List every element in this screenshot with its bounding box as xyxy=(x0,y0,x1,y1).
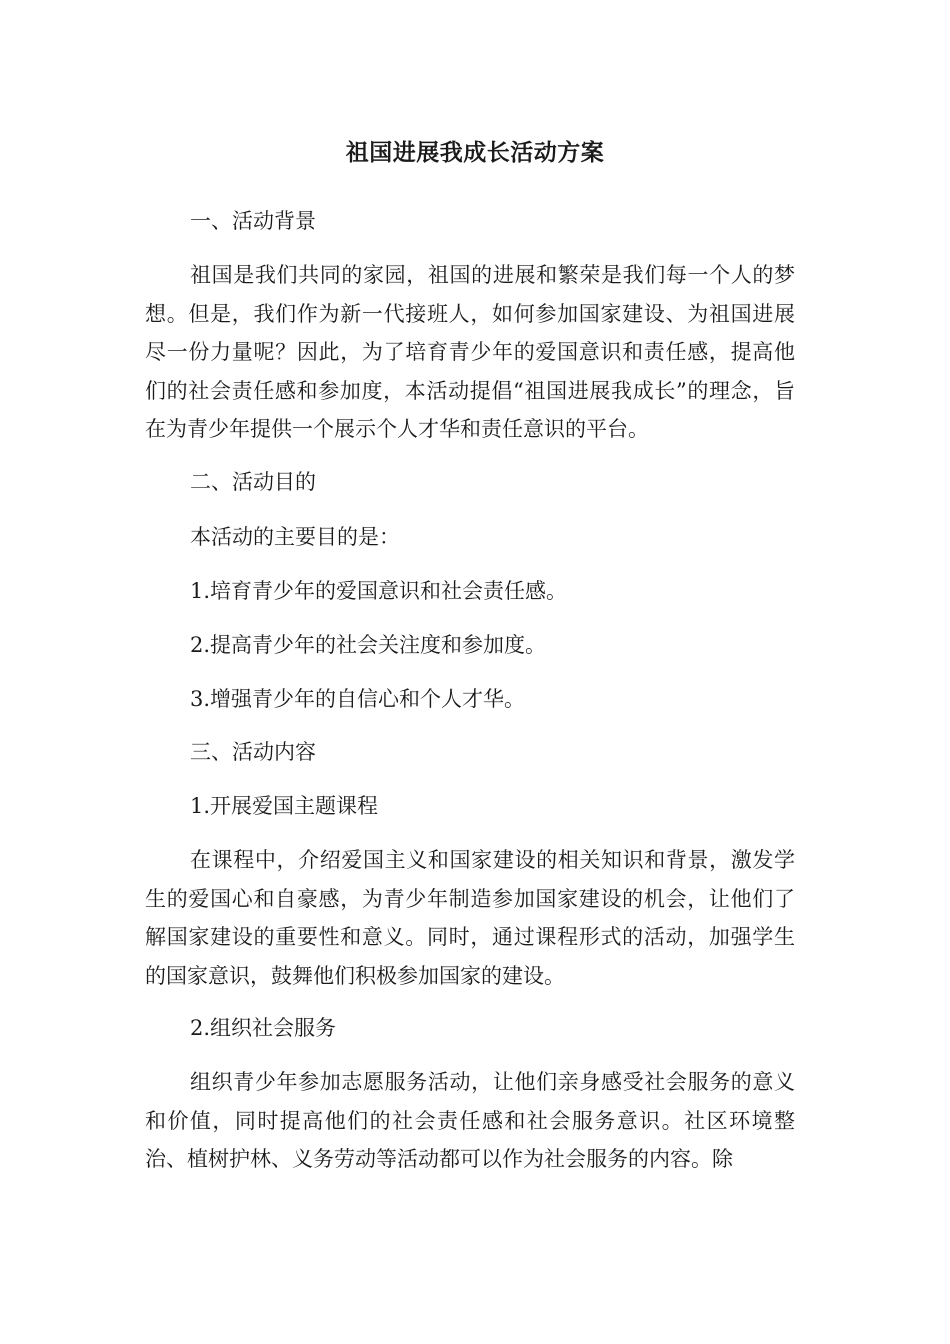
section-heading-content: 三、活动内容 xyxy=(190,740,316,764)
document-title: 祖国进展我成长活动方案 xyxy=(345,140,605,166)
background-paragraph: 祖国是我们共同的家园，祖国的进展和繁荣是我们每一个人的梦想。但是，我们作为新一代接班人，如何参加国家建设、为祖国进展尽一份力量呢？因此，为了培育青少年的爱国意识和责任感，提高他们的社会责任感和参加度，本活动提倡“祖国进展我成长”的理念，旨在为青少年提供一个展示个人才华和责任意识的平台。 xyxy=(145,263,795,441)
content-item-heading: 1.开展爱国主题课程 xyxy=(190,794,379,818)
section-heading-purpose: 二、活动目的 xyxy=(190,470,316,494)
purpose-intro: 本活动的主要目的是： xyxy=(190,525,400,549)
goal-item: 1.培育青少年的爱国意识和社会责任感。 xyxy=(190,579,568,603)
content-item-heading: 2.组织社会服务 xyxy=(190,1016,337,1040)
content-item-paragraph: 在课程中，介绍爱国主义和国家建设的相关知识和背景，激发学生的爱国心和自豪感，为青少年制造参加国家建设的机会，让他们了解国家建设的重要性和意义。同时，通过课程形式的活动，加强学生的国家意识，鼓舞他们积极参加国家的建设。 xyxy=(145,848,795,988)
content-item-paragraph: 组织青少年参加志愿服务活动，让他们亲身感受社会服务的意义和价值，同时提高他们的社会责任感和社会服务意识。社区环境整治、植树护林、义务劳动等活动都可以作为社会服务的内容。除 xyxy=(145,1070,795,1171)
section-heading-background: 一、活动背景 xyxy=(190,209,316,233)
goal-item: 2.提高青少年的社会关注度和参加度。 xyxy=(190,633,547,657)
goal-item: 3.增强青少年的自信心和个人才华。 xyxy=(190,687,526,711)
